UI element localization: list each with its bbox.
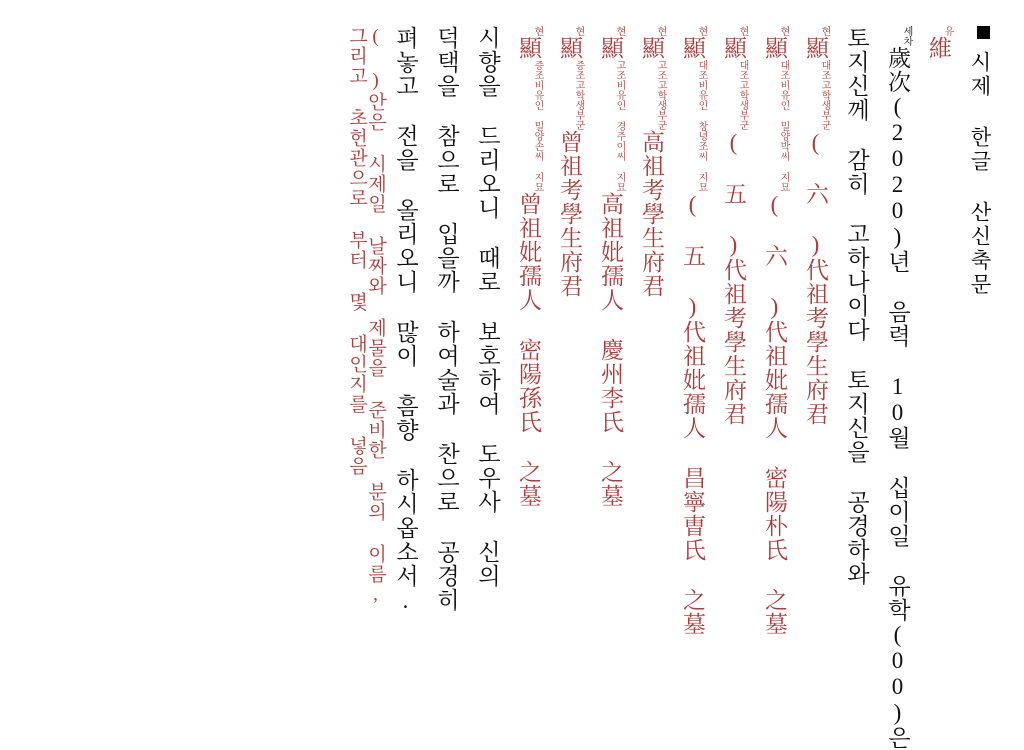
hyeon-hanja-4: 顯	[680, 36, 705, 60]
column-pyeonohgo	[385, 26, 426, 698]
jeungjo-go-pair	[557, 60, 584, 298]
title-marker-square	[977, 26, 990, 39]
column-gojo-bi	[590, 26, 631, 698]
hyeon-hanja-7: 顯	[557, 36, 582, 60]
column-jeungjo-bi	[508, 26, 549, 698]
hyeon-pair-6	[598, 26, 625, 60]
yu-hanja: 維	[926, 36, 951, 60]
hyeon-hanja-1: 顯	[803, 36, 828, 60]
ancestor-pair-1	[803, 60, 830, 426]
pyeonohgo-text: 펴놓고 전을 올리오니 많이 흠향 하시옵소서.	[393, 26, 418, 614]
hyeon-hanja-2: 顯	[762, 36, 787, 60]
hyeon-pair-5	[639, 26, 666, 60]
hyeon-ruby-1: 현	[819, 26, 830, 36]
year-ruby: 세차	[901, 26, 912, 46]
ancestor-text-3: ( 五 )代祖考學生府君	[721, 130, 746, 426]
year-text: 歲次(2020)년 음력 10월 십이일 유학(00)은	[885, 46, 910, 750]
hyeon-pair-3	[721, 26, 748, 60]
jeungjo-bi-ruby: 증조비유인 밀양손씨 지묘	[532, 60, 543, 192]
jeungjo-go-ruby: 증조고학생부군	[573, 60, 584, 130]
hyeon-ruby-4: 현	[696, 26, 707, 36]
jeungjo-go-text: 曾祖考學生府君	[557, 130, 582, 298]
gojo-bi-ruby: 고조비유인 경주이씨 지묘	[614, 60, 625, 192]
gojo-go-pair	[639, 60, 666, 298]
hyeon-pair-7	[557, 26, 584, 60]
column-jeungjo-go	[549, 26, 590, 698]
yu-pair	[926, 26, 953, 60]
hyeon-hanja-6: 顯	[598, 36, 623, 60]
hyeon-pair-8	[516, 26, 543, 60]
column-sihyang	[467, 26, 508, 698]
gojo-bi-pair	[598, 60, 625, 508]
ancestor-pair-2	[762, 60, 789, 636]
column-note-2	[347, 26, 366, 698]
year-pair	[885, 26, 912, 750]
ancestor-ruby-3: 대조고학생부군	[737, 60, 748, 130]
note-1-text: ( )안은 시제일 날짜와 제물을 준비한 분의 이름,	[365, 26, 386, 606]
hyeon-ruby-7: 현	[573, 26, 584, 36]
jeungjo-bi-text: 曾祖妣孺人 密陽孫氏 之墓	[516, 192, 541, 508]
deoktaek-text: 덕택을 참으로 입을까 하여술과 찬으로 공경히	[434, 26, 459, 612]
column-yu	[918, 26, 959, 698]
column-toji	[836, 26, 877, 698]
ancestor-text-4: ( 五 )代祖妣孺人 昌寧曺氏 之墓	[680, 192, 705, 636]
hyeon-hanja-8: 顯	[516, 36, 541, 60]
column-year	[877, 26, 918, 750]
jeungjo-bi-pair	[516, 60, 543, 508]
hyeon-pair-4	[680, 26, 707, 60]
toji-text: 토지신께 감히 고하나이다 토지신을 공경하와	[844, 26, 869, 586]
sihyang-text: 시향을 드리오니 때로 보호하여 도우사 신의	[475, 26, 500, 588]
hyeon-ruby-6: 현	[614, 26, 625, 36]
hyeon-hanja-5: 顯	[639, 36, 664, 60]
ancestor-pair-4	[680, 60, 707, 636]
ancestor-pair-3	[721, 60, 748, 426]
hyeon-hanja-3: 顯	[721, 36, 746, 60]
ancestor-text-2: ( 六 )代祖妣孺人 密陽朴氏 之墓	[762, 192, 787, 636]
hyeon-ruby-3: 현	[737, 26, 748, 36]
ancestor-ruby-2: 대조비유인 밀양박씨 지묘	[778, 60, 789, 192]
hyeon-ruby-2: 현	[778, 26, 789, 36]
page-title: 시제 한글 산신축문	[968, 51, 992, 297]
column-gojo-go	[631, 26, 672, 698]
page-title-column	[959, 26, 996, 698]
hyeon-pair-1	[803, 26, 830, 60]
yu-ruby: 유	[942, 26, 953, 36]
hyeon-ruby-5: 현	[655, 26, 666, 36]
column-deoktaek	[426, 26, 467, 698]
ancestor-text-1: ( 六 )代祖考學生府君	[803, 130, 828, 426]
column-ancestor-6-go	[795, 26, 836, 698]
note-2-text: 그리고 초헌관으로 부터 몇 대인지를 넣음	[346, 26, 367, 476]
gojo-bi-text: 高祖妣孺人 慶州李氏 之墓	[598, 192, 623, 508]
column-ancestor-5-go	[713, 26, 754, 698]
ancestor-ruby-4: 대조비유인 창녕조씨 지묘	[696, 60, 707, 192]
ancestor-ruby-1: 대조고학생부군	[819, 60, 830, 130]
hyeon-pair-2	[762, 26, 789, 60]
column-ancestor-6-bi	[754, 26, 795, 698]
gojo-go-text: 高祖考學生府君	[639, 130, 664, 298]
column-note-1	[366, 26, 385, 698]
column-ancestor-5-bi	[672, 26, 713, 698]
gojo-go-ruby: 고조고학생부군	[655, 60, 666, 130]
hyeon-ruby-8: 현	[532, 26, 543, 36]
